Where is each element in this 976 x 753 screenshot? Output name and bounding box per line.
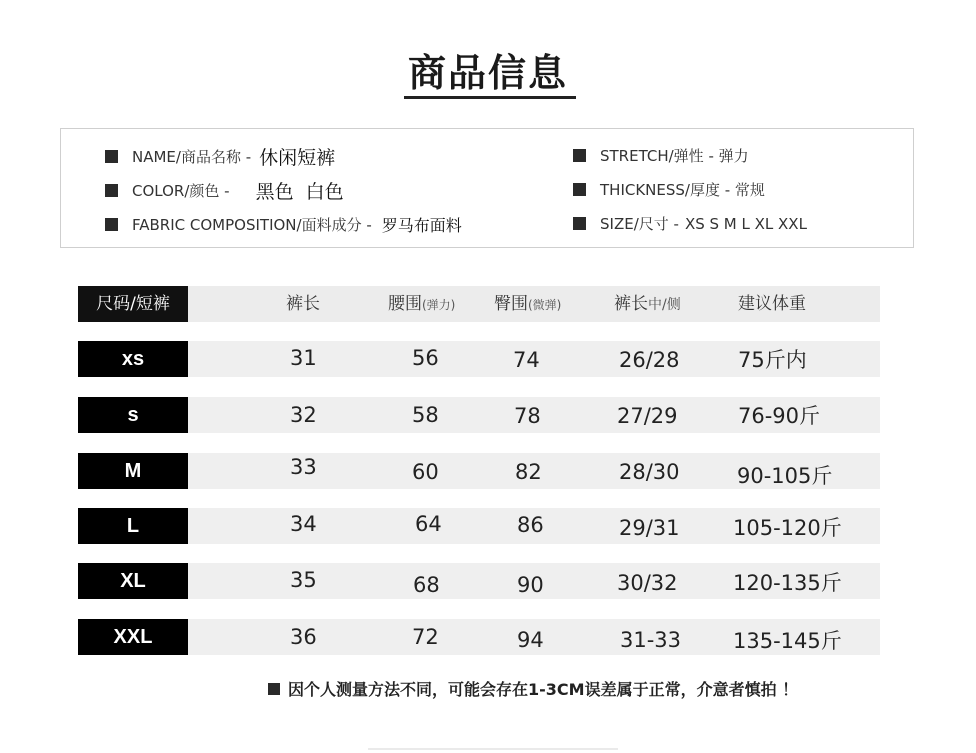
- cell-length: 34: [290, 512, 317, 536]
- info-size-value: XS S M L XL XXL: [684, 214, 807, 233]
- cell-side-length: 28/30: [619, 460, 680, 484]
- col-head-side-length-note: 中/侧: [648, 297, 681, 313]
- cell-side-length: 29/31: [619, 516, 680, 540]
- col-head-side-length-label: 裤长: [614, 294, 648, 314]
- cell-weight: 76-90斤: [738, 404, 821, 428]
- cell-side-length: 27/29: [617, 404, 678, 428]
- cell-waist: 60: [412, 460, 439, 484]
- row-size-label: L: [78, 508, 188, 544]
- row-size-label: XXL: [78, 619, 188, 655]
- row-size-label: s: [78, 397, 188, 433]
- cell-weight: 135-145斤: [733, 629, 842, 653]
- info-stretch: [573, 145, 749, 166]
- product-info-box: [60, 128, 914, 248]
- footer-note: [268, 677, 798, 700]
- col-head-hip: [494, 286, 561, 322]
- cell-hip: 74: [513, 348, 540, 372]
- cell-hip: 78: [514, 404, 541, 428]
- info-color: [105, 177, 344, 204]
- col-head-hip-label: 臀围: [494, 294, 528, 314]
- bullet-square-icon: [573, 149, 586, 162]
- page-title: 商品信息: [407, 51, 568, 95]
- info-name-value: 休闲短裤: [259, 147, 336, 169]
- cell-hip: 90: [517, 573, 544, 597]
- bullet-square-icon: [573, 183, 586, 196]
- cell-hip: 86: [517, 513, 544, 537]
- info-color-value: 黑色 白色: [255, 181, 344, 203]
- cell-weight: 105-120斤: [733, 516, 842, 540]
- cell-hip: 82: [515, 460, 542, 484]
- info-fabric-label: FABRIC COMPOSITION/面料成分 -: [132, 216, 372, 234]
- row-size-label: XL: [78, 563, 188, 599]
- cell-side-length: 30/32: [617, 571, 678, 595]
- bullet-square-icon: [105, 184, 118, 197]
- cell-waist: 72: [412, 625, 439, 649]
- divider: [368, 748, 618, 750]
- info-thickness-label: THICKNESS/厚度 - 常规: [600, 181, 765, 199]
- cell-length: 35: [290, 568, 317, 592]
- cell-weight: 120-135斤: [733, 571, 842, 595]
- info-size: [573, 213, 807, 234]
- cell-side-length: 31-33: [620, 628, 682, 652]
- cell-waist: 68: [413, 573, 440, 597]
- col-head-weight: 建议体重: [738, 294, 806, 314]
- info-color-label: COLOR/颜色 -: [132, 182, 230, 200]
- cell-length: 32: [290, 403, 317, 427]
- bullet-square-icon: [573, 217, 586, 230]
- cell-hip: 94: [517, 628, 544, 652]
- bullet-square-icon: [268, 683, 280, 695]
- cell-length: 31: [290, 346, 317, 370]
- col-head-hip-note: (微弹): [528, 298, 562, 312]
- info-size-label: SIZE/尺寸 -: [600, 215, 679, 233]
- cell-waist: 56: [412, 346, 439, 370]
- cell-waist: 64: [415, 512, 442, 536]
- info-fabric-value: 罗马布面料: [381, 216, 462, 235]
- col-head-side-length: [614, 286, 681, 322]
- cell-weight: 75斤内: [738, 348, 807, 372]
- info-stretch-label: STRETCH/弹性 - 弹力: [600, 147, 749, 165]
- info-thickness: [573, 179, 765, 200]
- title-underline: [404, 96, 576, 99]
- cell-side-length: 26/28: [619, 348, 680, 372]
- info-fabric: [105, 213, 462, 236]
- cell-waist: 58: [412, 403, 439, 427]
- footer-note-text: 因个人测量方法不同，可能会存在1-3CM误差属于正常，介意者慎拍 ！: [288, 680, 799, 699]
- cell-length: 36: [290, 625, 317, 649]
- cell-weight: 90-105斤: [737, 464, 833, 488]
- bullet-square-icon: [105, 218, 118, 231]
- info-name-label: NAME/商品名称 -: [132, 148, 252, 166]
- table-corner-label: 尺码/短裤: [78, 286, 188, 322]
- cell-length: 33: [290, 455, 317, 479]
- bullet-square-icon: [105, 150, 118, 163]
- row-size-label: xs: [78, 341, 188, 377]
- col-head-waist-label: 腰围: [388, 294, 422, 314]
- col-head-length: 裤长: [286, 294, 320, 314]
- info-name: [105, 143, 335, 170]
- col-head-waist-note: (弹力): [422, 298, 456, 312]
- row-size-label: M: [78, 453, 188, 489]
- col-head-waist: [388, 286, 455, 322]
